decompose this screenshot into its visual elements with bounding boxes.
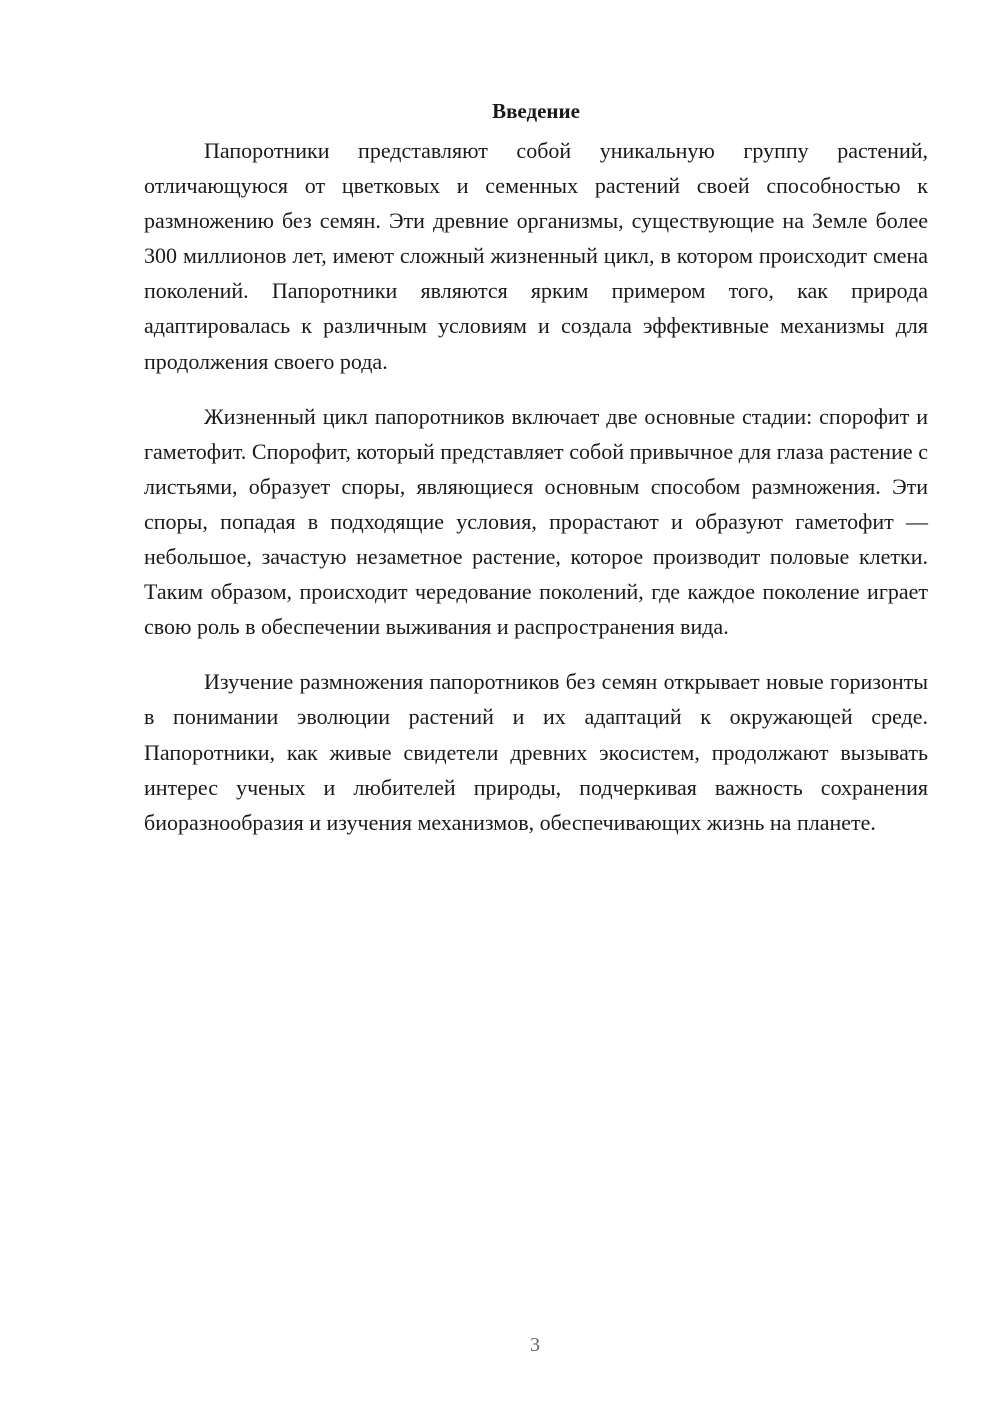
- paragraph-intro: Папоротники представляют собой уникальную группу растений, отличающуюся от цветковых и семенных растений своей способностью к размножению без семян. Эти древние организмы, существующие на Земле более 300 миллионов лет, имеют сложный жизненный цикл, в котором происходит смена поколений. Папоротники являются ярким примером того, как природа адаптировалась к различным условиям и создала эффективные механизмы для продолжения своего рода.: [144, 138, 928, 374]
- section-heading: Введение: [492, 99, 580, 123]
- paragraph-study: Изучение размножения папоротников без семян открывает новые горизонты в понимании эволюции растений и их адаптаций к окружающей среде. Папоротники, как живые свидетели древних экосистем, продолжают вызывать интерес ученых и любителей природы, подчеркивая важность сохранения биоразнообразия и изучения механизмов, обеспечивающих жизнь на планете.: [144, 669, 928, 835]
- paragraph-life-cycle: Жизненный цикл папоротников включает две основные стадии: спорофит и гаметофит. Спорофит, который представляет собой привычное для глаза растение с листьями, образует споры, являющиеся основным способом размножения. Эти споры, попадая в подходящие условия, прорастают и образуют гаметофит — небольшое, зачастую незаметное растение, которое производит половые клетки. Таким образом, происходит чередование поколений, где каждое поколение играет свою роль в обеспечении выживания и распространения вида.: [144, 403, 928, 640]
- page-content: [144, 94, 928, 860]
- page-number: 3: [530, 1334, 540, 1356]
